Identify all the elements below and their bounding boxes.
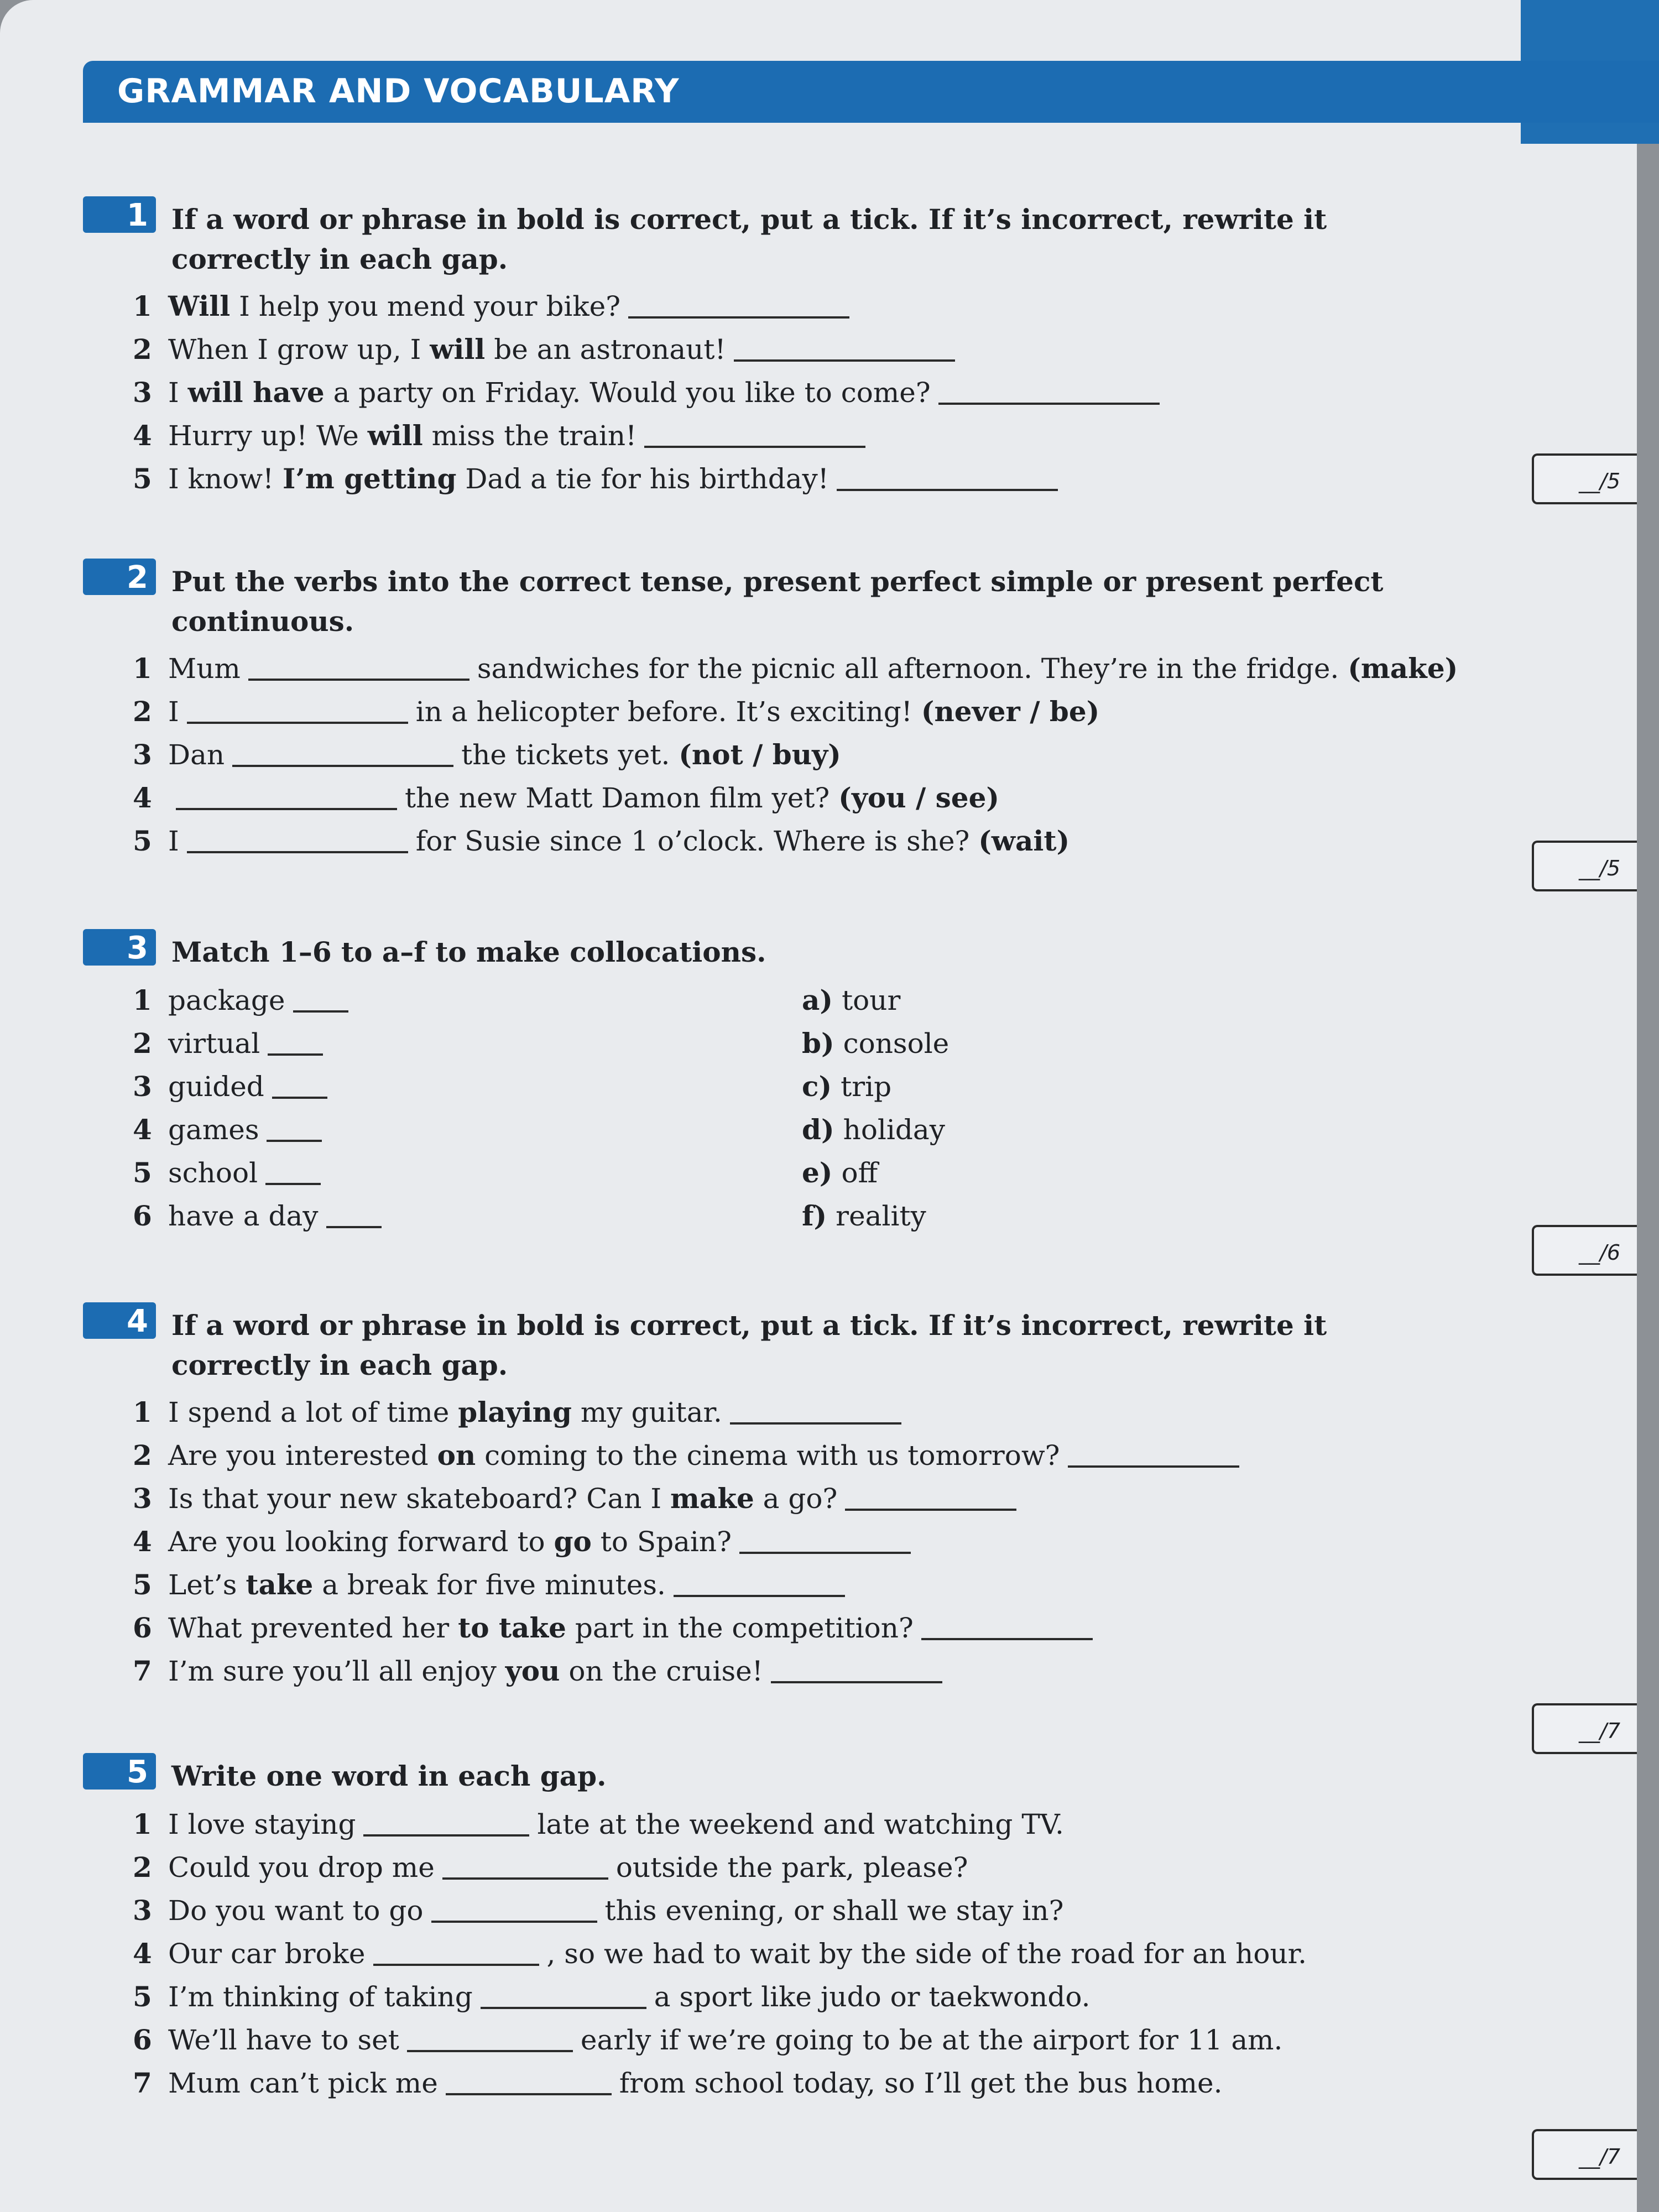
exercise-item: 3 Is that your new skateboard? Can I make a go? bbox=[133, 1477, 1247, 1520]
exercise-number-badge: 4 bbox=[83, 1302, 156, 1339]
exercise-item: 4 Hurry up! We will miss the train! bbox=[133, 414, 1167, 457]
exercise-instruction: If a word or phrase in bold is correct, put a tick. If it’s incorrect, rewrite it correctly in each gap. bbox=[171, 1309, 1327, 1381]
match-row: 4 games d) holiday bbox=[133, 1113, 945, 1146]
answer-gap[interactable] bbox=[771, 1681, 942, 1683]
exercise-item: 4 Our car broke , so we had to wait by the side of the road for an hour. bbox=[133, 1937, 1307, 1970]
answer-gap[interactable] bbox=[232, 765, 453, 767]
answer-gap[interactable] bbox=[730, 1422, 901, 1425]
exercise-number-badge: 2 bbox=[83, 559, 156, 595]
exercise-item: 3 I will have a party on Friday. Would you like to come? bbox=[133, 371, 1167, 414]
answer-gap[interactable] bbox=[407, 2050, 573, 2052]
exercise-item: 3 Do you want to go this evening, or shall we stay in? bbox=[133, 1894, 1064, 1927]
exercise-item: 5 I’m thinking of taking a sport like judo or taekwondo. bbox=[133, 1980, 1091, 2013]
answer-gap[interactable] bbox=[938, 403, 1160, 405]
exercise-instruction: If a word or phrase in bold is correct, put a tick. If it’s incorrect, rewrite it correctly in each gap. bbox=[171, 203, 1327, 275]
exercise-item: 5 I for Susie since 1 o’clock. Where is she? (wait) bbox=[133, 825, 1070, 857]
score-box[interactable]: __/6 bbox=[1532, 1225, 1637, 1276]
exercise-instruction: Match 1–6 to a–f to make collocations. bbox=[171, 936, 766, 968]
answer-gap[interactable] bbox=[363, 1834, 529, 1837]
match-row: 1 package a) tour bbox=[133, 984, 901, 1016]
exercise-item: 1 Mum sandwiches for the picnic all afternoon. They’re in the fridge. (make) bbox=[133, 652, 1458, 685]
answer-gap[interactable] bbox=[837, 489, 1058, 491]
exercise-item: 5 Let’s take a break for five minutes. bbox=[133, 1563, 1247, 1606]
exercise-item: 1 I spend a lot of time playing my guitar. bbox=[133, 1391, 1247, 1434]
exercise-item: 2 When I grow up, I will be an astronaut! bbox=[133, 328, 1167, 371]
answer-gap[interactable] bbox=[442, 1877, 608, 1880]
exercise-item: 3 Dan the tickets yet. (not / buy) bbox=[133, 738, 841, 771]
exercise-item: 2 Are you interested on coming to the cinema with us tomorrow? bbox=[133, 1434, 1247, 1477]
match-row: 3 guided c) trip bbox=[133, 1070, 892, 1103]
section-header bbox=[83, 61, 1659, 123]
exercise-item: 1 Will I help you mend your bike? bbox=[133, 285, 1167, 328]
answer-gap[interactable] bbox=[446, 2093, 612, 2095]
exercise-number-badge: 3 bbox=[83, 929, 156, 966]
answer-gap[interactable] bbox=[739, 1552, 911, 1554]
exercise-instruction: Write one word in each gap. bbox=[171, 1760, 607, 1792]
answer-gap[interactable] bbox=[187, 851, 408, 853]
answer-gap[interactable] bbox=[674, 1595, 845, 1597]
score-box[interactable]: __/7 bbox=[1532, 2129, 1637, 2180]
answer-gap[interactable] bbox=[267, 1140, 322, 1142]
answer-gap[interactable] bbox=[272, 1097, 327, 1099]
exercise-item: 1 I love staying late at the weekend and watching TV. bbox=[133, 1808, 1064, 1840]
exercise-instruction: Put the verbs into the correct tense, present perfect simple or present perfect continuous. bbox=[171, 565, 1384, 638]
answer-gap[interactable] bbox=[431, 1921, 597, 1923]
answer-gap[interactable] bbox=[265, 1183, 321, 1185]
exercise-item: 4 Are you looking forward to go to Spain? bbox=[133, 1520, 1247, 1563]
exercise-item: 4 the new Matt Damon film yet? (you / see) bbox=[133, 781, 1000, 814]
answer-gap[interactable] bbox=[1068, 1465, 1239, 1468]
answer-gap[interactable] bbox=[628, 316, 849, 319]
score-box[interactable]: __/7 bbox=[1532, 1703, 1637, 1754]
exercise-item: 7 I’m sure you’ll all enjoy you on the cruise! bbox=[133, 1650, 1247, 1693]
exercise-item: 5 I know! I’m getting Dad a tie for his birthday! bbox=[133, 457, 1167, 500]
answer-gap[interactable] bbox=[921, 1638, 1093, 1640]
match-row: 5 school e) off bbox=[133, 1156, 878, 1189]
exercise-number-badge: 1 bbox=[83, 196, 156, 233]
exercise-item: 6 We’ll have to set early if we’re going to be at the airport for 11 am. bbox=[133, 2023, 1283, 2056]
exercise-item: 2 I in a helicopter before. It’s exciting! (never / be) bbox=[133, 695, 1100, 728]
answer-gap[interactable] bbox=[326, 1226, 382, 1228]
match-row: 6 have a day f) reality bbox=[133, 1199, 926, 1232]
answer-gap[interactable] bbox=[248, 679, 469, 681]
answer-gap[interactable] bbox=[644, 446, 865, 448]
exercise-number-badge: 5 bbox=[83, 1753, 156, 1790]
answer-gap[interactable] bbox=[293, 1010, 348, 1013]
answer-gap[interactable] bbox=[734, 359, 955, 362]
exercise-item: 6 What prevented her to take part in the competition? bbox=[133, 1606, 1247, 1650]
answer-gap[interactable] bbox=[481, 2007, 646, 2009]
score-box[interactable]: __/5 bbox=[1532, 453, 1637, 504]
section-title: GRAMMAR AND VOCABULARY bbox=[117, 72, 680, 111]
exercise-item: 2 Could you drop me outside the park, please? bbox=[133, 1851, 968, 1884]
answer-gap[interactable] bbox=[373, 1964, 539, 1966]
score-box[interactable]: __/5 bbox=[1532, 841, 1637, 891]
answer-gap[interactable] bbox=[187, 722, 408, 724]
answer-gap[interactable] bbox=[845, 1509, 1016, 1511]
answer-gap[interactable] bbox=[268, 1053, 323, 1056]
match-row: 2 virtual b) console bbox=[133, 1027, 950, 1060]
answer-gap[interactable] bbox=[176, 808, 397, 810]
exercise-item: 7 Mum can’t pick me from school today, so I’ll get the bus home. bbox=[133, 2067, 1223, 2099]
